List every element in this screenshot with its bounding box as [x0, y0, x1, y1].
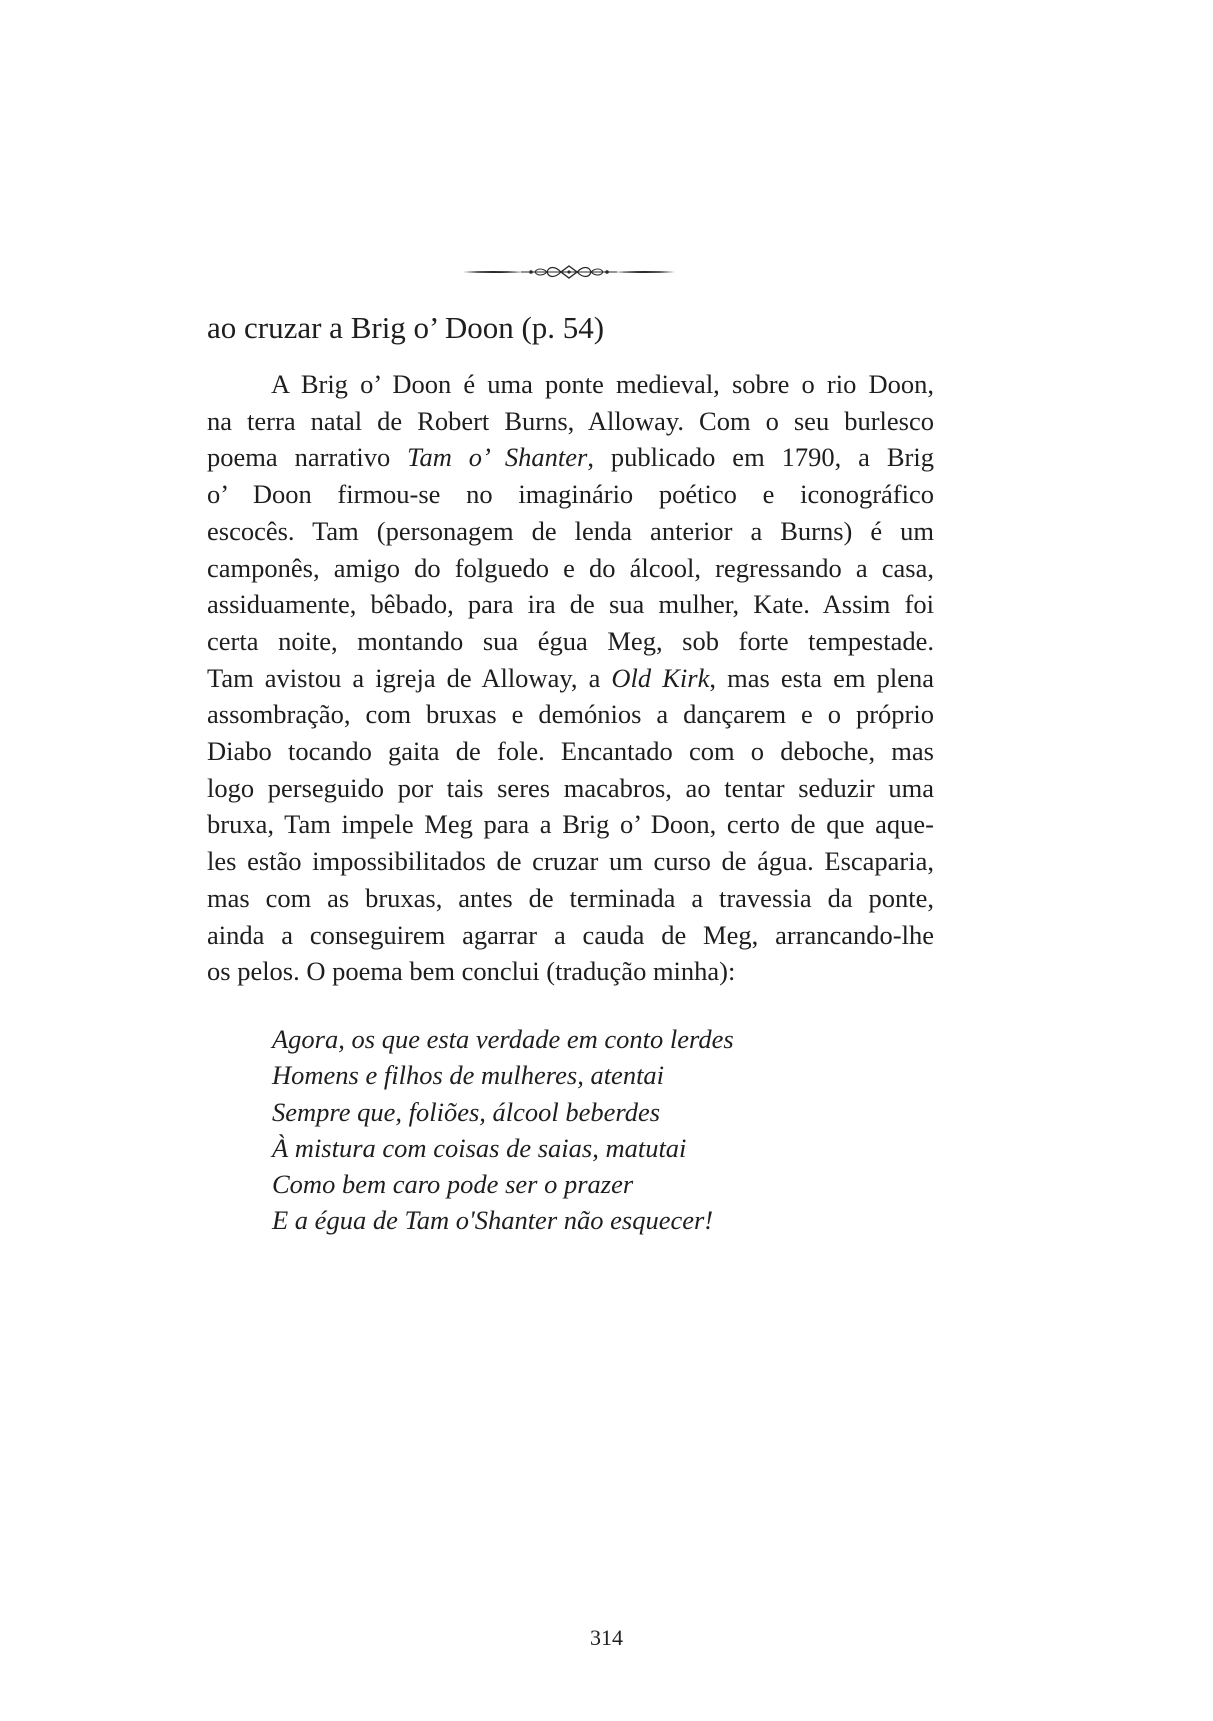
- poem-verse: Homens e filhos de mulheres, atentai: [272, 1060, 665, 1091]
- page-number: 314: [590, 1625, 623, 1650]
- paragraph-line: assiduamente, bêbado, para ira de sua mulher, Kate. Assim foi: [207, 589, 934, 620]
- paragraph-line: assombração, com bruxas e demónios a dançarem e o próprio: [207, 699, 934, 730]
- paragraph-line: [207, 660, 934, 697]
- poem-verse: Sempre que, foliões, álcool beberdes: [272, 1096, 661, 1127]
- section-heading: ao cruzar a Brig o’ Doon (p. 54): [207, 310, 605, 345]
- place-name-italic: Old Kirk: [611, 662, 710, 693]
- line-text: Tam avistou a igreja de Alloway, a: [207, 662, 612, 693]
- paragraph-line: o’ Doon firmou-se no imaginário poético e iconográfico: [207, 479, 934, 510]
- poem-title-italic: Tam o’ Shanter: [407, 442, 588, 473]
- paragraph-line: ainda a conseguirem agarrar a cauda de Meg, arrancando-lhe: [207, 919, 934, 950]
- paragraph-line: logo perseguido por tais seres macabros, ao tentar seduzir uma: [207, 772, 934, 803]
- paragraph-line: [207, 439, 934, 476]
- poem-verse: Agora, os que esta verdade em conto lerdes: [272, 1024, 734, 1054]
- decorative-ornament-divider: [463, 262, 675, 282]
- paragraph-line: camponês, amigo do folguedo e do álcool, regressando a casa,: [207, 552, 934, 583]
- paragraph-line: A Brig o’ Doon é uma ponte medieval, sobre o rio Doon,: [271, 369, 934, 399]
- poem-quote: [272, 1021, 734, 1239]
- poem-verse: E a égua de Tam o'Shanter não esquecer!: [272, 1205, 714, 1236]
- paragraph-line: Diabo tocando gaita de fole. Encantado com o deboche, mas: [207, 736, 934, 767]
- poem-verse: À mistura com coisas de saias, matutai: [272, 1132, 687, 1163]
- paragraph-line: certa noite, montando sua égua Meg, sob forte tempestade.: [207, 625, 934, 656]
- line-text: , publicado em 1790, a Brig: [587, 442, 934, 473]
- line-text: poema narrativo: [207, 442, 408, 473]
- paragraph-line: bruxa, Tam impele Meg para a Brig o’ Doon, certo de que aque-: [207, 809, 934, 840]
- poem-verse: Como bem caro pode ser o prazer: [272, 1169, 634, 1200]
- paragraph-line: mas com as bruxas, antes de terminada a travessia da ponte,: [207, 882, 934, 913]
- line-text: , mas esta em plena: [709, 662, 934, 693]
- paragraph-line: escocês. Tam (personagem de lenda anterior a Burns) é um: [207, 515, 934, 546]
- paragraph-line: os pelos. O poema bem conclui (tradução minha):: [207, 956, 736, 987]
- paragraph-line: les estão impossibilitados de cruzar um curso de água. Escaparia,: [207, 846, 934, 877]
- paragraph-line: na terra natal de Robert Burns, Alloway. Com o seu burlesco: [207, 405, 934, 436]
- body-paragraph: [207, 366, 934, 990]
